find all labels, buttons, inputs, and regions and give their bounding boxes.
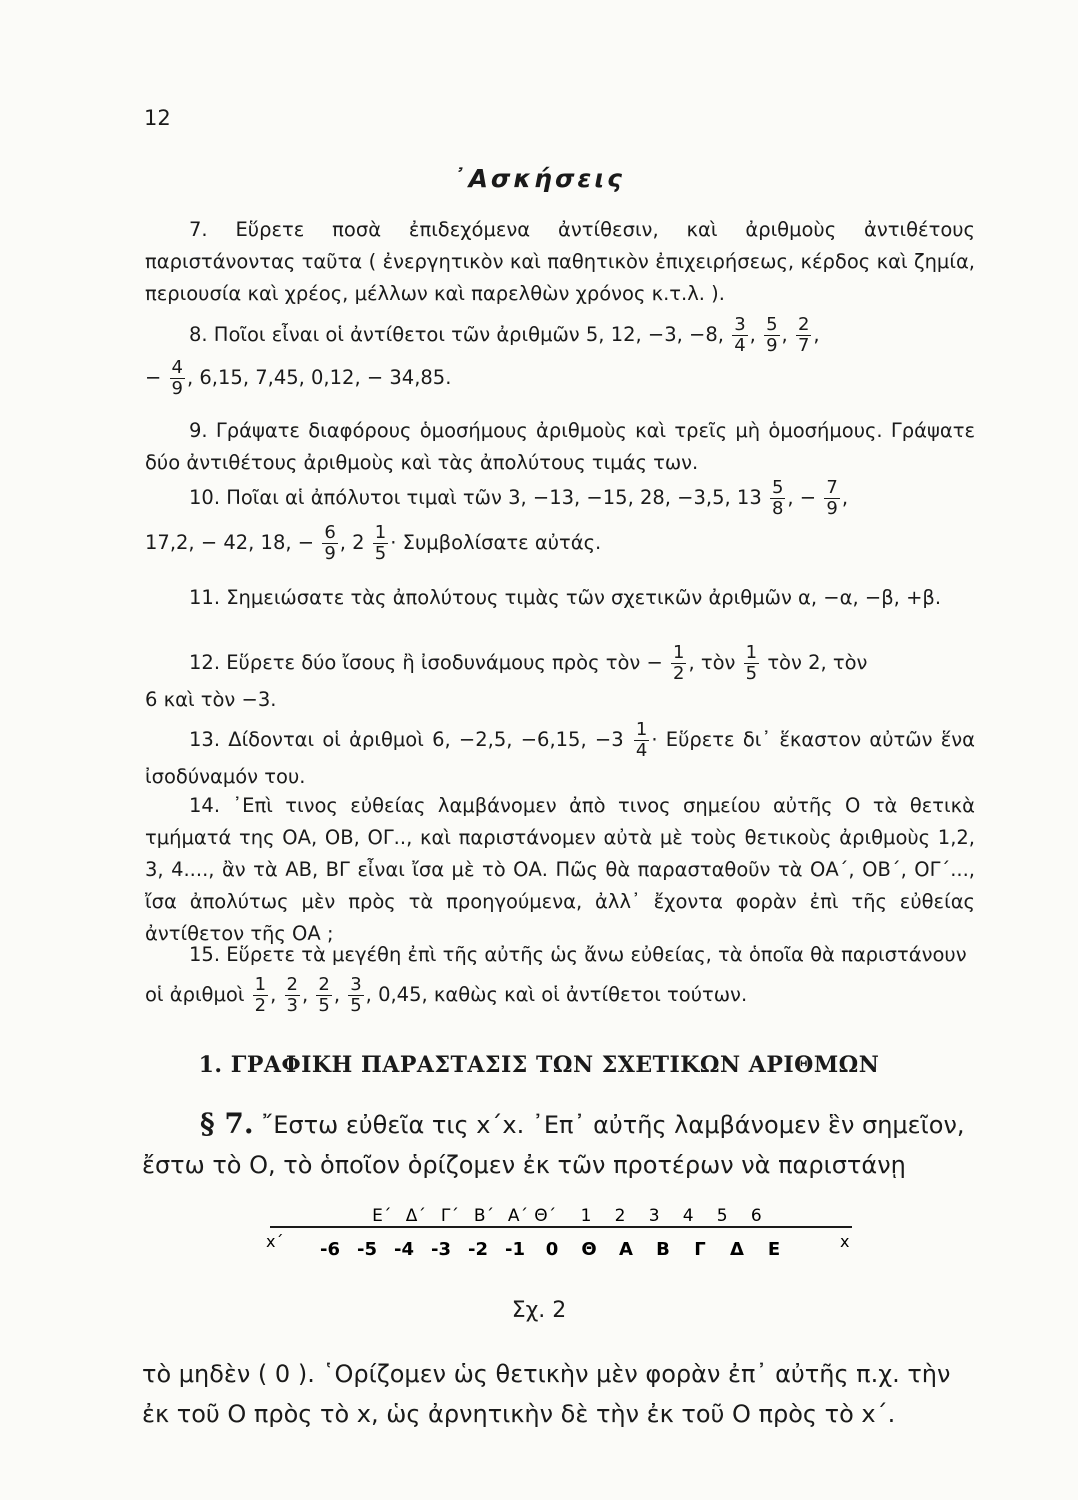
axis-top-label: Ε΄ [372,1206,392,1226]
axis-bottom-label: -3 [431,1239,451,1260]
fraction: $\frac{5}{8}$ [771,477,784,519]
axis-bottom-label: 0 [545,1239,559,1260]
axis-top-labels [372,1206,761,1226]
section-mark: § 7. [200,1107,254,1140]
exercise-8-text: 8. Ποῖοι εἶναι οἱ ἀντίθετοι τῶν ἀριθμῶν 5, 12, −3, −8, [189,323,725,346]
fraction: $\frac{1}{5}$ [745,642,758,684]
axis-top-label: 6 [750,1206,762,1226]
axis-bottom-label: Γ [694,1239,706,1260]
exercise-15: 15. Εὕρετε τὰ μεγέθη ἐπὶ τῆς αὐτῆς ὡς ἄνω εὐθείας, τὰ ὁποῖα θὰ παριστάνουν οἱ ἀριθμοὶ $\frac{1}{2}$ , $\frac{2}{3}$ , $\frac{2}{5}$ , $\frac{3}{5}$ , 0,45, καθὼς καὶ οἱ ἀντίθετοι τούτων. [145,939,975,1016]
fraction: $\frac{5}{9}$ [766,314,778,356]
exercise-7: 7. Εὕρετε ποσὰ ἐπιδεχόμενα ἀντίθεσιν, καὶ ἀριθμοὺς ἀντιθέτους παριστάνοντας ταῦτα ( ἐνεργητικὸν καὶ παθητικὸν ἐπιχειρήσεως, κέρδος καὶ ζημία, περιουσία καὶ χρέος, μέλλων καὶ παρελθὼν χρόνος κ.τ.λ. ). [145,218,975,305]
axis-top-label: 2 [614,1206,626,1226]
fraction: $\frac{3}{4}$ [734,314,746,356]
axis-top-label: Δ΄ [405,1206,426,1226]
closing-paragraph: τὸ μηδὲν ( 0 ). ῾Ορίζομεν ὡς θετικὴν μὲν φορὰν ἐπ᾿ αὐτῆς π.χ. τὴν ἐκ τοῦ Ο πρὸς τὸ x, ὡς ἀρνητικὴν δὲ τὴν ἐκ τοῦ Ο πρὸς τὸ x΄. [142,1360,951,1428]
axis-left-end: x΄ [266,1232,284,1251]
axis-bottom-labels [320,1239,780,1260]
exercise-12-text: 12. Εὕρετε δύο ἴσους ἢ ἰσοδυνάμους πρὸς τὸν − [189,651,663,674]
axis-bottom-label: Ε [767,1239,781,1260]
page-number: 12 [144,106,171,130]
axis-bottom-label: -2 [468,1239,488,1260]
fraction: $\frac{3}{5}$ [350,974,362,1016]
axis-bottom-label: Α [619,1239,633,1260]
fraction: $\frac{1}{2}$ [254,974,267,1016]
axis-top-label: 3 [648,1206,660,1226]
axis-top-label: 5 [716,1206,728,1226]
axis-top-label: Β΄ [473,1206,495,1226]
fraction: $\frac{4}{9}$ [171,357,183,399]
axis-bottom-label: Θ [581,1239,597,1260]
exercise-12-line2: 6 καὶ τὸν −3. [145,688,277,711]
fraction: $\frac{7}{9}$ [826,477,838,519]
paragraph-text: ῎Εστω εὐθεῖα τις x΄x. ᾿Επ᾿ αὐτῆς λαμβάνομεν ἓν σημεῖον, ἔστω τὸ Ο, τὸ ὁποῖον ὁρίζομεν ἐκ τῶν προτέρων νὰ παριστάνῃ [142,1111,965,1179]
axis-bottom-label: -1 [505,1239,525,1260]
axis-right-end: x [840,1232,850,1251]
number-line-figure [262,1195,862,1290]
fraction: $\frac{1}{2}$ [673,642,685,684]
exercises-heading: ᾿Ασκήσεις [453,164,625,193]
exercise-13 [145,720,975,793]
text: οἱ ἀριθμοὶ [145,983,245,1006]
text: · Εὕρετε δι᾿ ἕκαστον αὐτῶν ἕνα ἰσοδύναμόν του. [145,728,976,788]
exercise-10-text: 10. Ποῖαι αἱ ἀπόλυτοι τιμαὶ τῶν 3, −13, −15, 28, −3,5, 13 [189,486,762,509]
axis-top-label: 4 [682,1206,694,1226]
section-title: 1. ΓΡΑΦΙΚΗ ΠΑΡΑΣΤΑΣΙΣ ΤΩΝ ΣΧΕΤΙΚΩΝ ΑΡΙΘΜΩΝ [198,1052,880,1078]
text: τὸν 2, τὸν [767,651,868,674]
fraction: $\frac{2}{3}$ [286,974,298,1016]
axis-top-label: 1 [580,1206,592,1226]
exercise-8: 8. Ποῖοι εἶναι οἱ ἀντίθετοι τῶν ἀριθμῶν 5, 12, −3, −8, $\frac{3}{4}$ , $\frac{5}{9}$ , $\frac{2}{7}$ , − $\frac{4}{9}$ , 6,15, 7,45, 0,12, − 34,85. [145,314,820,399]
axis-bottom-label: Β [656,1239,670,1260]
exercise-15-text: 15. Εὕρετε τὰ μεγέθη ἐπὶ τῆς αὐτῆς ὡς ἄνω εὐθείας, τὰ ὁποῖα θὰ παριστάνουν [189,943,967,966]
text: , τὸν [688,651,736,674]
mixed-number: , 2 [339,531,365,554]
fraction: $\frac{2}{7}$ [797,314,810,356]
fraction: $\frac{1}{4}$ [635,719,648,761]
exercise-13-text: 13. Δίδονται οἱ ἀριθμοὶ 6, −2,5, −6,15, −3 [189,728,624,751]
axis-bottom-label: Δ [730,1239,744,1260]
fraction: $\frac{1}{5}$ [374,522,387,564]
exercise-8-line2: , 6,15, 7,45, 0,12, − 34,85. [187,366,452,389]
separator: , − [787,486,817,509]
exercise-12 [145,643,975,716]
minus-sign: − [145,366,162,389]
text: , 0,45, καθὼς καὶ οἱ ἀντίθετοι τούτων. [365,983,748,1006]
instruction: · Συμβολίσατε αὐτάς. [390,531,602,554]
exercise-10: 10. Ποῖαι αἱ ἀπόλυτοι τιμαὶ τῶν 3, −13, −15, 28, −3,5, 13 $\frac{5}{8}$ , − $\frac{7}{9}$ , 17,2, − 42, 18, − $\frac{6}{9}$ , 2 $\frac{1}{5}$ · Συμβολίσατε αὐτάς. [145,477,849,564]
exercise-11: 11. Σημειώσατε τὰς ἀπολύτους τιμὰς τῶν σχετικῶν ἀριθμῶν α, −α, −β, +β. [189,586,942,609]
fraction: $\frac{6}{9}$ [324,522,336,564]
axis-top-label: Θ΄ [534,1206,557,1226]
fraction: $\frac{2}{5}$ [318,974,330,1016]
axis-top-label: Γ΄ [440,1206,459,1226]
exercise-14: 14. ᾿Επὶ τινος εὐθείας λαμβάνομεν ἀπὸ τινος σημείου αὐτῆς Ο τὰ θετικὰ τμήματά της ΟΑ, ΟΒ, ΟΓ.., καὶ παριστάνομεν αὐτὰ μὲ τοὺς θετικοὺς ἀριθμοὺς 1,2, 3, 4...., ἂν τὰ ΑΒ, ΒΓ εἶναι ἴσα μὲ τὸ ΟΑ. Πῶς θὰ παρασταθοῦν τὰ ΟΑ΄, ΟΒ΄, ΟΓ΄..., ἴσα ἀπολύτως μὲν πρὸς τὰ προηγούμενα, ἀλλ᾿ ἔχοντα φορὰν ἐπὶ τῆς εὐθείας ἀντίθετον τῆς ΟΑ ; [145,794,975,945]
exercise-10-line2: 17,2, − 42, 18, − [145,531,315,554]
axis-bottom-label: -4 [394,1239,414,1260]
figure-caption: Σχ. 2 [511,1298,567,1323]
axis-top-label: Α΄ [507,1206,529,1226]
axis-bottom-label: -5 [357,1239,377,1260]
section-7-paragraph [142,1104,976,1185]
axis-bottom-label: -6 [320,1239,340,1260]
exercise-9: 9. Γράψατε διαφόρους ὁμοσήμους ἀριθμοὺς καὶ τρεῖς μὴ ὁμοσήμους. Γράψατε δύο ἀντιθέτους ἀριθμοὺς καὶ τὰς ἀπολύτους τιμάς των. [145,419,975,474]
